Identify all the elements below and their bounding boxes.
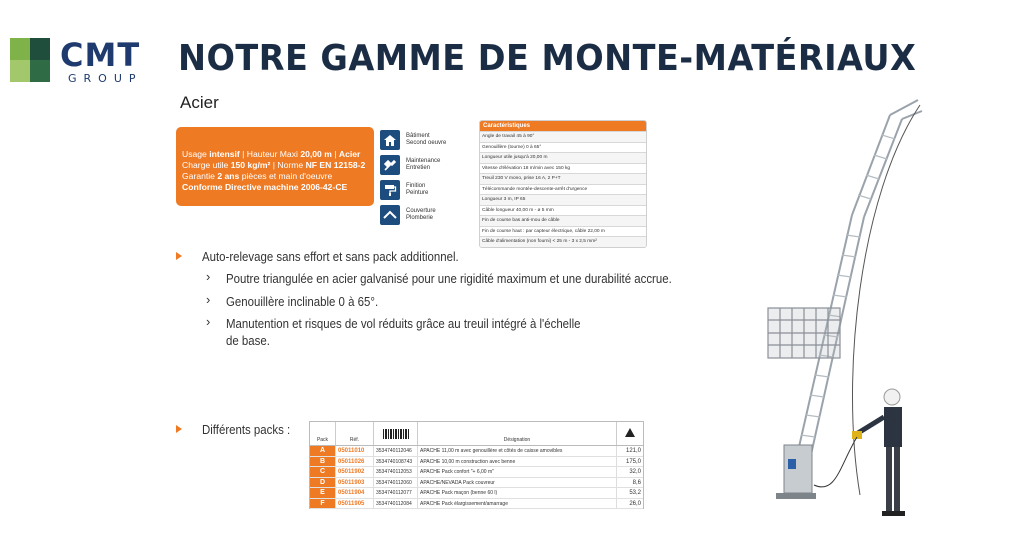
usage-item-finishing: Finition Peinture bbox=[380, 177, 470, 202]
packs-table-header bbox=[310, 422, 643, 446]
characteristics-table bbox=[479, 120, 647, 248]
maintenance-icon bbox=[380, 155, 400, 175]
roof-icon bbox=[380, 205, 400, 225]
worker-figure bbox=[852, 389, 905, 516]
spec-line-usage: Usage intensif | Hauteur Maxi 20,00 m | Acier bbox=[182, 149, 361, 159]
characteristics-row: Télécommande montée-descente-arrêt d'urgence bbox=[480, 184, 646, 195]
building-icon bbox=[380, 130, 400, 150]
characteristics-row: Angle de travail 45 à 90° bbox=[480, 131, 646, 142]
characteristics-header: Caractéristiques bbox=[480, 121, 646, 131]
usage-item-building: Bâtiment Second oeuvre bbox=[380, 127, 470, 152]
characteristics-row: Longueur 3 m, IP 65 bbox=[480, 194, 646, 205]
header-ean bbox=[374, 422, 418, 445]
cmt-group-logo bbox=[10, 38, 155, 88]
characteristics-row: Câble longueur 40,00 m - ø 5 mm bbox=[480, 205, 646, 216]
logo-wordmark: CMT bbox=[60, 36, 141, 74]
header-pack: Pack bbox=[310, 422, 336, 445]
header-ref: Réf. bbox=[336, 422, 374, 445]
spec-line-load: Charge utile 150 kg/m² | Norme NF EN 12158-2 bbox=[182, 160, 366, 170]
lift-platform bbox=[768, 308, 840, 358]
page-title: NOTRE GAMME DE MONTE-MATÉRIAUX bbox=[178, 38, 917, 79]
spec-summary-box bbox=[176, 127, 374, 206]
table-row: F 05011905 3534740112084 APACHE Pack élargissement/amarrage 26,0 bbox=[310, 499, 643, 510]
header-designation: Désignation bbox=[418, 422, 617, 445]
chevron-right-icon: › bbox=[206, 292, 211, 307]
table-row: B 05011026 3534740108743 APACHE 10,00 m construction avec benne 175,0 bbox=[310, 457, 643, 468]
usage-list bbox=[380, 127, 470, 227]
table-row: A 05011010 3534740112046 APACHE 11,00 m avec genouillère et côtés de caisse amovibles 121,0 bbox=[310, 446, 643, 457]
chevron-right-icon: › bbox=[206, 314, 211, 329]
logo-squares-icon bbox=[10, 38, 50, 82]
characteristics-row: Vitesse d'élévation 18 m/min avec 150 kg bbox=[480, 163, 646, 174]
logo-group-text: GROUP bbox=[68, 72, 143, 85]
bullet-arrow-icon bbox=[176, 252, 182, 260]
material-lift-illustration bbox=[740, 75, 940, 535]
weight-icon bbox=[625, 428, 635, 437]
usage-item-maintenance: Maintenance Entretien bbox=[380, 152, 470, 177]
spec-line-warranty: Garantie 2 ans pièces et main d'oeuvre bbox=[182, 171, 333, 181]
packs-table bbox=[309, 421, 644, 509]
spec-line-directive: Conforme Directive machine 2006-42-CE bbox=[182, 182, 348, 192]
section-subtitle: Acier bbox=[180, 93, 219, 112]
characteristics-row: Fin de course bas anti-mou de câble bbox=[480, 215, 646, 226]
characteristics-row: Genouillère (tourne) 0 à 65° bbox=[480, 142, 646, 153]
chevron-right-icon: › bbox=[206, 269, 211, 284]
bullet-arrow-icon bbox=[176, 425, 182, 433]
characteristics-row: Fin de course haut : par capteur électrique, câble 22,00 m bbox=[480, 226, 646, 237]
characteristics-row: Câble d'alimentation (non fourni) < 25 m - 3 x 2,5 mm² bbox=[480, 236, 646, 247]
barcode-icon bbox=[383, 429, 409, 439]
table-row: D 05011903 3534740112060 APACHE/NEVADA Pack couvreur 8,6 bbox=[310, 478, 643, 489]
lift-base bbox=[776, 493, 816, 499]
paint-roller-icon bbox=[380, 180, 400, 200]
table-row: E 05011904 3534740112077 APACHE Pack maçon (benne 60 l) 53,2 bbox=[310, 488, 643, 499]
table-row: C 05011902 3534740112053 APACHE Pack confort "+ 6,00 m" 32,0 bbox=[310, 467, 643, 478]
header-weight bbox=[617, 422, 643, 445]
usage-item-roofing: Couverture Plomberie bbox=[380, 202, 470, 227]
characteristics-row: Treuil 230 V mono, prise 16 A, 2 P+T bbox=[480, 173, 646, 184]
characteristics-row: Longueur utile jusqu'à 20,00 m bbox=[480, 152, 646, 163]
